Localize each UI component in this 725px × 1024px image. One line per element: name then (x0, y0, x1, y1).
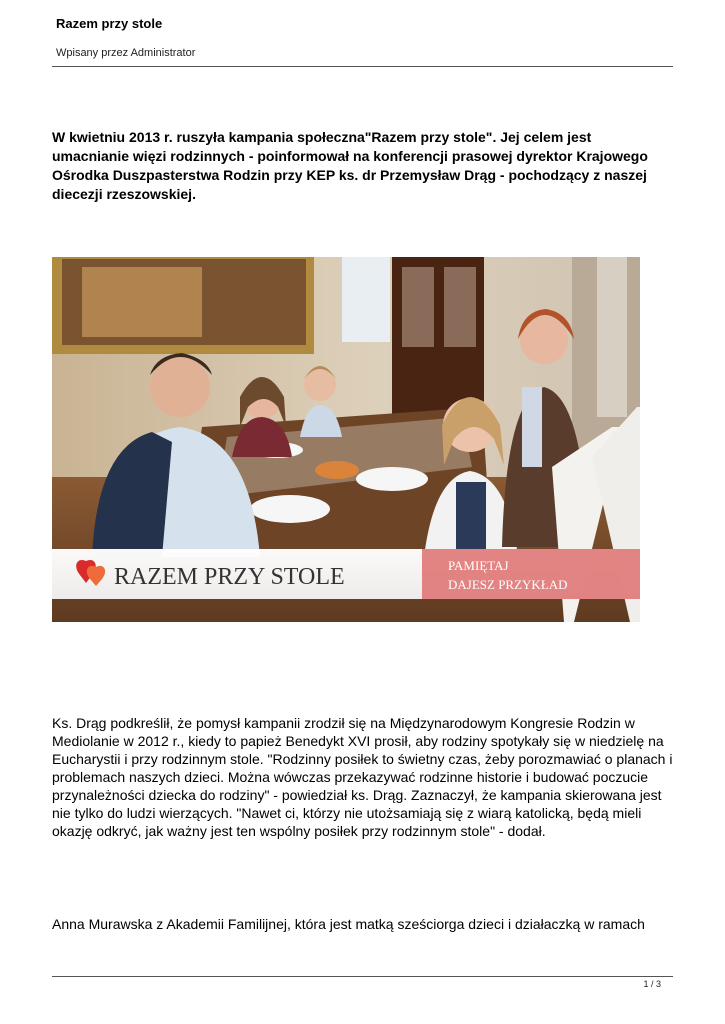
page-number: 1 / 3 (643, 979, 661, 989)
footer-divider (52, 976, 673, 977)
author-byline: Wpisany przez Administrator (56, 47, 196, 59)
banner-slogan-line2: DAJESZ PRZYKŁAD (448, 577, 568, 592)
banner-slogan-line1: PAMIĘTAJ (448, 558, 509, 573)
article-paragraph: Anna Murawska z Akademii Familijnej, która jest matką sześciorga dzieci i działaczką w ramach (52, 916, 645, 932)
campaign-photo (52, 257, 640, 622)
article-lead: W kwietniu 2013 r. ruszyła kampania społeczna"Razem przy stole". Jej celem jest umacnianie więzi rodzinnych - poinformował na konferencji prasowej dyrektor Krajowego Ośrodka Duszpasterstwa Rodzin przy KEP ks. dr Przemysław Drąg - pochodzący z naszej diecezji rzeszowskiej. (52, 129, 648, 202)
banner-title: RAZEM PRZY STOLE (114, 564, 345, 590)
article-paragraph: Ks. Drąg podkreślił, że pomysł kampanii zrodził się na Międzynarodowym Kongresie Rodzin w Mediolanie w 2012 r., kiedy to papież Benedykt XVI prosił, aby rodziny spotykały się w niedzielę na Eucharystii i przy rodzinnym stole. "Rodzinny posiłek to świetny czas, żeby porozmawiać o planach i problemach naszych dzieci. Można wówczas przekazywać rodzinne historie i budować poczucie przynależności dziecka do rodziny" - powiedział ks. Drąg. Zaznaczył, że kampania skierowana jest nie tylko do ludzi wierzących. "Nawet ci, którzy nie utożsamiają się z wiarą katolicką, będą mieli okazję odkryć, jak ważny jest ten wspólny posiłek przy rodzinnym stole" - dodał. (52, 715, 673, 839)
header-divider (52, 66, 673, 67)
page-title: Razem przy stole (56, 16, 163, 31)
